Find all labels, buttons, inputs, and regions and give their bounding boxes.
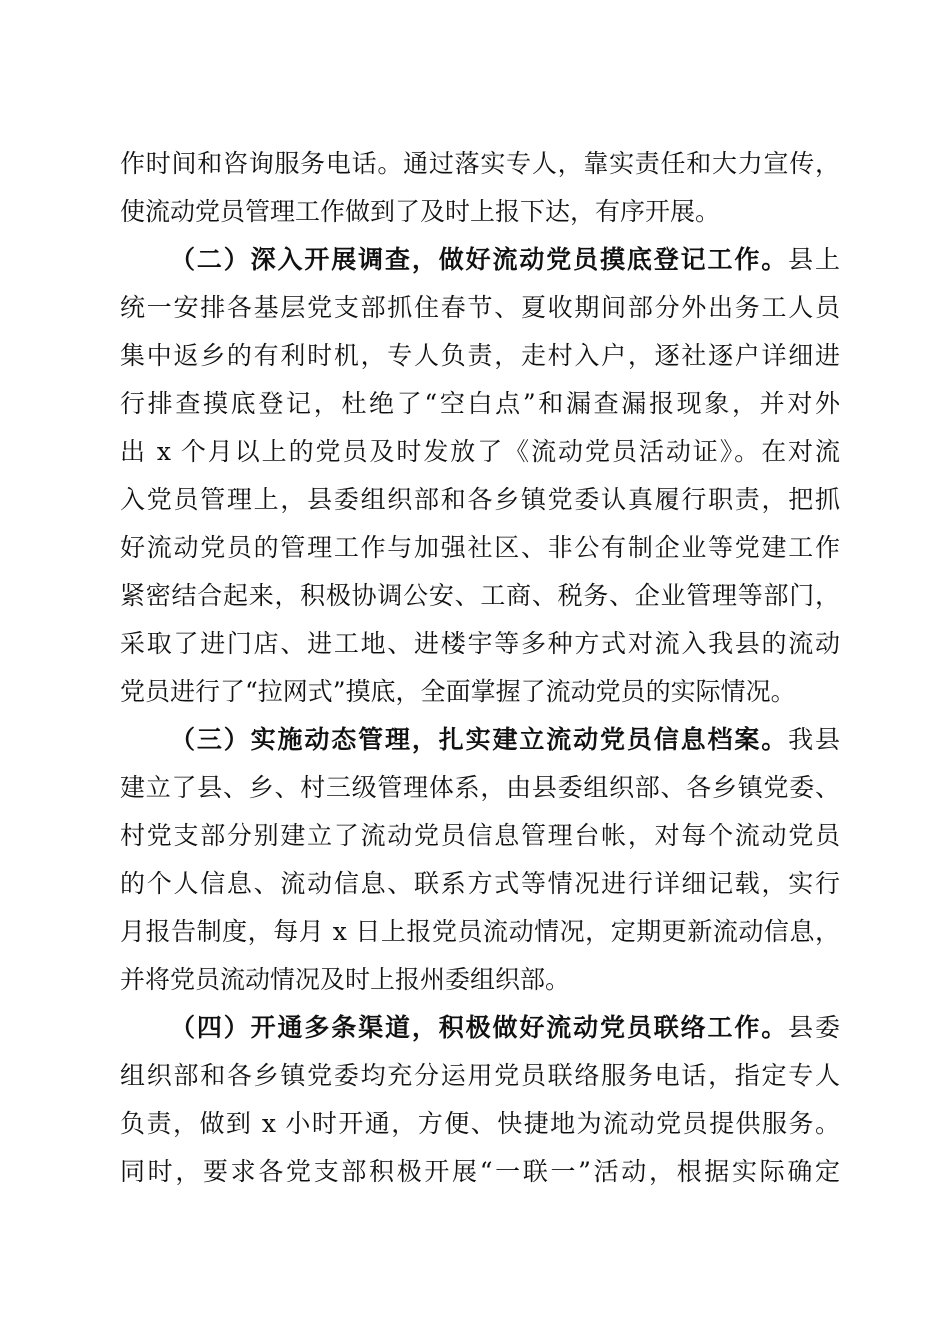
paragraph-2-line: 集中返乡的有利时机，专人负责，走村入户，逐社逐户详细进 <box>120 341 840 370</box>
paragraph-2-heading: （二）深入开展调查，做好流动党员摸底登记工作。 <box>170 245 789 274</box>
paragraph-2-line: 党员进行了“拉网式”摸底，全面掌握了流动党员的实际情况。 <box>120 677 796 706</box>
paragraph-3-line: 的个人信息、流动信息、联系方式等情况进行详细记载，实行 <box>120 869 840 898</box>
paragraph-1-line-2: 使流动党员管理工作做到了及时上报下达，有序开展。 <box>120 197 721 226</box>
document-body <box>120 140 840 1196</box>
paragraph-4-heading: （四）开通多条渠道，积极做好流动党员联络工作。 <box>170 1013 789 1042</box>
paragraph-4-first-line <box>120 1004 840 1052</box>
paragraph-2-line: 采取了进门店、进工地、进楼宇等多种方式对流入我县的流动 <box>120 629 840 658</box>
paragraph-2-line: 统一安排各基层党支部抓住春节、夏收期间部分外出务工人员 <box>120 293 840 322</box>
paragraph-2-first-line <box>120 236 840 284</box>
paragraph-2-line: 出 x 个月以上的党员及时发放了《流动党员活动证》。在对流 <box>120 437 840 466</box>
paragraph-4-line: 同时，要求各党支部积极开展“一联一”活动，根据实际确定 <box>120 1157 840 1186</box>
paragraph-4-line: 组织部和各乡镇党委均充分运用党员联络服务电话，指定专人 <box>120 1061 840 1090</box>
paragraph-3-line: 并将党员流动情况及时上报州委组织部。 <box>120 965 571 994</box>
paragraph-2-line: 入党员管理上，县委组织部和各乡镇党委认真履行职责，把抓 <box>120 485 840 514</box>
paragraph-1-line-1: 作时间和咨询服务电话。通过落实专人，靠实责任和大力宣传， <box>120 149 840 178</box>
paragraph-2-line: 紧密结合起来，积极协调公安、工商、税务、企业管理等部门， <box>120 581 840 610</box>
paragraph-4-first-line-rest: 县委 <box>788 1013 840 1042</box>
paragraph-2-first-line-rest: 县上 <box>788 245 840 274</box>
paragraph-2-line: 行排查摸底登记，杜绝了“空白点”和漏查漏报现象，并对外 <box>120 389 840 418</box>
paragraph-3-line: 月报告制度，每月 x 日上报党员流动情况，定期更新流动信息， <box>120 917 840 946</box>
paragraph-3-line: 村党支部分别建立了流动党员信息管理台帐，对每个流动党员 <box>120 821 840 850</box>
paragraph-3-line: 建立了县、乡、村三级管理体系，由县委组织部、各乡镇党委、 <box>120 773 840 802</box>
paragraph-4-line: 负责，做到 x 小时开通，方便、快捷地为流动党员提供服务。 <box>120 1109 840 1138</box>
paragraph-3-first-line <box>120 716 840 764</box>
paragraph-3-first-line-rest: 我县 <box>788 725 840 754</box>
paragraph-2-line: 好流动党员的管理工作与加强社区、非公有制企业等党建工作 <box>120 533 840 562</box>
paragraph-3-heading: （三）实施动态管理，扎实建立流动党员信息档案。 <box>170 725 789 754</box>
